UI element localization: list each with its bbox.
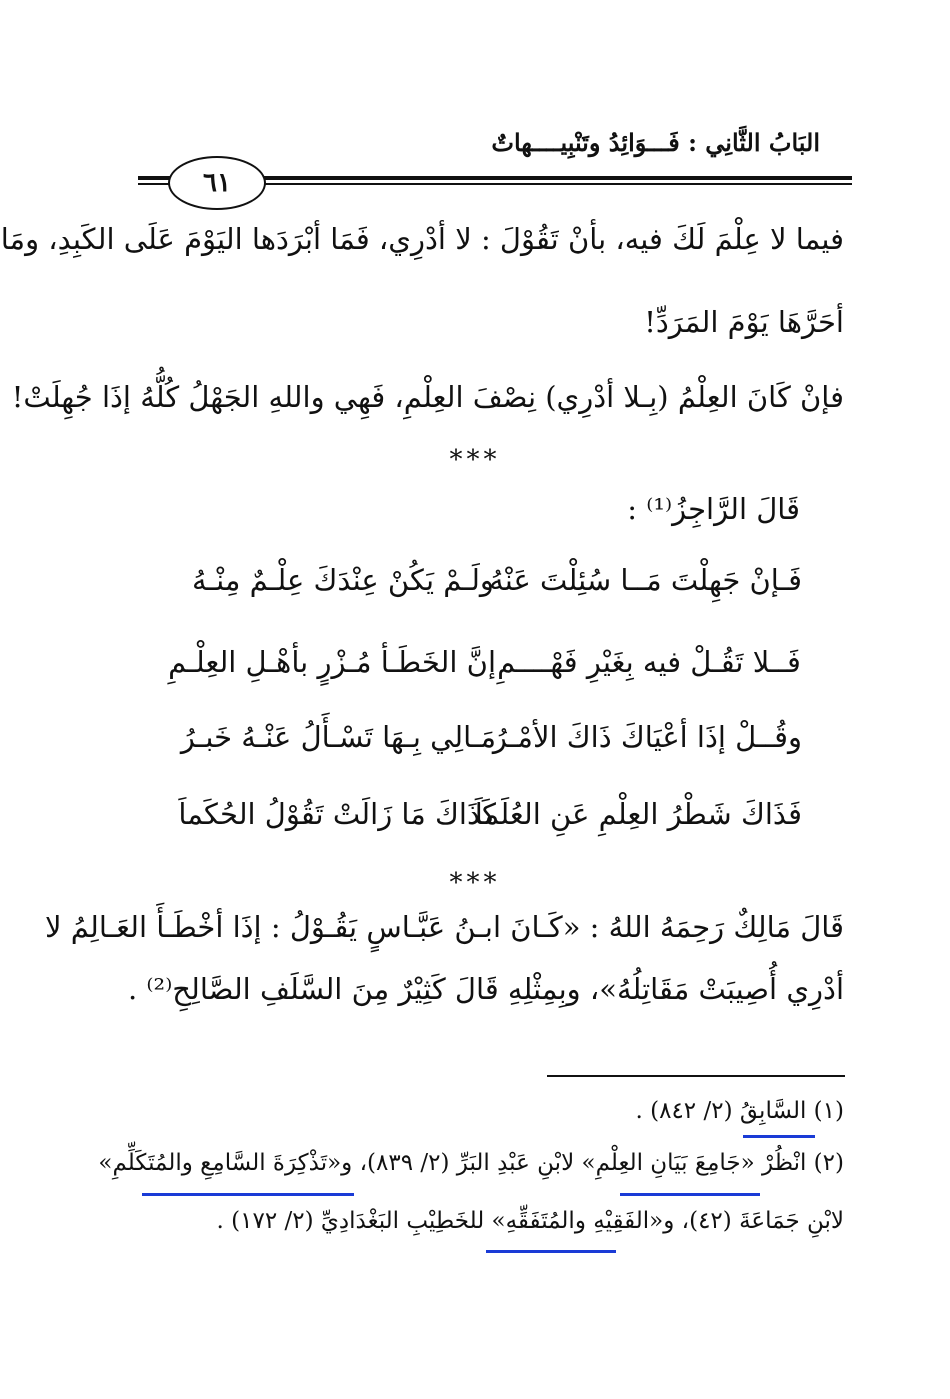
footnote-2-line-2: لابْنِ جَمَاعَةَ (٤٢)، و«الفَقِيْهِ والمُتَفَقِّهِ» للخَطِيْبِ البَغْدَادِيِّ (٢/ ١٧٢) . — [216, 1208, 844, 1234]
underline-annotation-4 — [486, 1250, 616, 1253]
intro-line-2: أحَرَّهَا يَوْمَ المَرَدِّ! — [644, 305, 844, 339]
verse-3-first-hemistich: وقُــلْ إذَا أعْيَاكَ ذَاكَ الأمْـرُ — [492, 720, 802, 754]
verse-2-second-hemistich: إنَّ الخَطَـأ مُـزْرٍ بأهْـلِ العِلْـمِ — [168, 645, 496, 679]
underline-annotation-1 — [743, 1135, 815, 1138]
footnote-separator — [547, 1075, 845, 1077]
footnote-1: (١) السَّابِقُ (٢/ ٨٤٢) . — [635, 1098, 844, 1124]
verse-2-first-hemistich: فَــلا تَقُـلْ فيه بِغَيْرِ فَهْــــمِ — [497, 645, 801, 679]
verse-4 — [178, 797, 802, 841]
verse-4-second-hemistich: كَذَاكَ مَا زَالَتْ تَقُوْلُ الحُكَماَ — [178, 797, 496, 831]
verse-1-first-hemistich: فَـإنْ جَهِلْتَ مَــا سُئِلْتَ عَنْهُ — [489, 563, 802, 597]
underline-annotation-3 — [142, 1193, 354, 1196]
footnote-2-line-1: (٢) انْظُرْ «جَامِعَ بَيَانِ العِلْمِ» لابْنِ عَبْدِ البَرِّ (٢/ ٨٣٩)، و«تَذْكِرَةَ السَّامِعِ والمُتَكَلِّمِ» — [98, 1150, 844, 1176]
verse-2 — [168, 645, 802, 689]
page-number: ٦١ — [168, 156, 266, 210]
verse-1 — [190, 563, 802, 607]
malik-quote-line-2: أدْرِي أُصِيبَتْ مَقَاتِلُهُ»، وبِمِثْلِهِ قَالَ كَثِيْرٌ مِنَ السَّلَفِ الصَّالِحِ⁽²⁾ . — [127, 972, 844, 1006]
running-title: البَابُ الثَّانِي : فَـــوَائِدُ وتَنْبِيــــهاتٌ — [491, 128, 820, 157]
verse-3 — [180, 720, 802, 764]
verse-3-second-hemistich: مَـالِي بِـهَا تَسْـأَلُ عَنْـهُ خَبـرُ — [180, 720, 496, 754]
section-separator-2: *** — [449, 868, 501, 898]
verse-4-first-hemistich: فَذَاكَ شَطْرُ العِلْمِ عَنِ العُلَماَ — [474, 797, 802, 831]
intro-line-3: فإنْ كَانَ العِلْمُ (بِـلا أدْرِي) نِصْفَ العِلْمِ، فَهِي واللهِ الجَهْلُ كُلُّهُ إذَا جُهِلَتْ! — [11, 380, 844, 414]
underline-annotation-2 — [620, 1193, 760, 1196]
rajiz-intro: قَالَ الرَّاجِزُ⁽¹⁾ : — [627, 492, 800, 526]
verse-1-second-hemistich: ولَـمْ يَكُنْ عِنْدَكَ عِلْـمٌ مِنْـهُ — [192, 563, 494, 597]
intro-line-1: فيما لا عِلْمَ لَكَ فيه، بأنْ تَقُوْلَ : لا أدْرِي، فَمَا أبْرَدَها اليَوْمَ عَلَى الكَبِدِ، ومَا — [0, 222, 844, 256]
malik-quote-line-1: قَالَ مَالِكٌ رَحِمَهُ اللهُ : «كَـانَ ابـنُ عَبَّـاسٍ يَقُـوْلُ : إذَا أخْطَـأَ العَـالِمُ لا — [44, 910, 844, 944]
section-separator-1: *** — [449, 445, 501, 475]
